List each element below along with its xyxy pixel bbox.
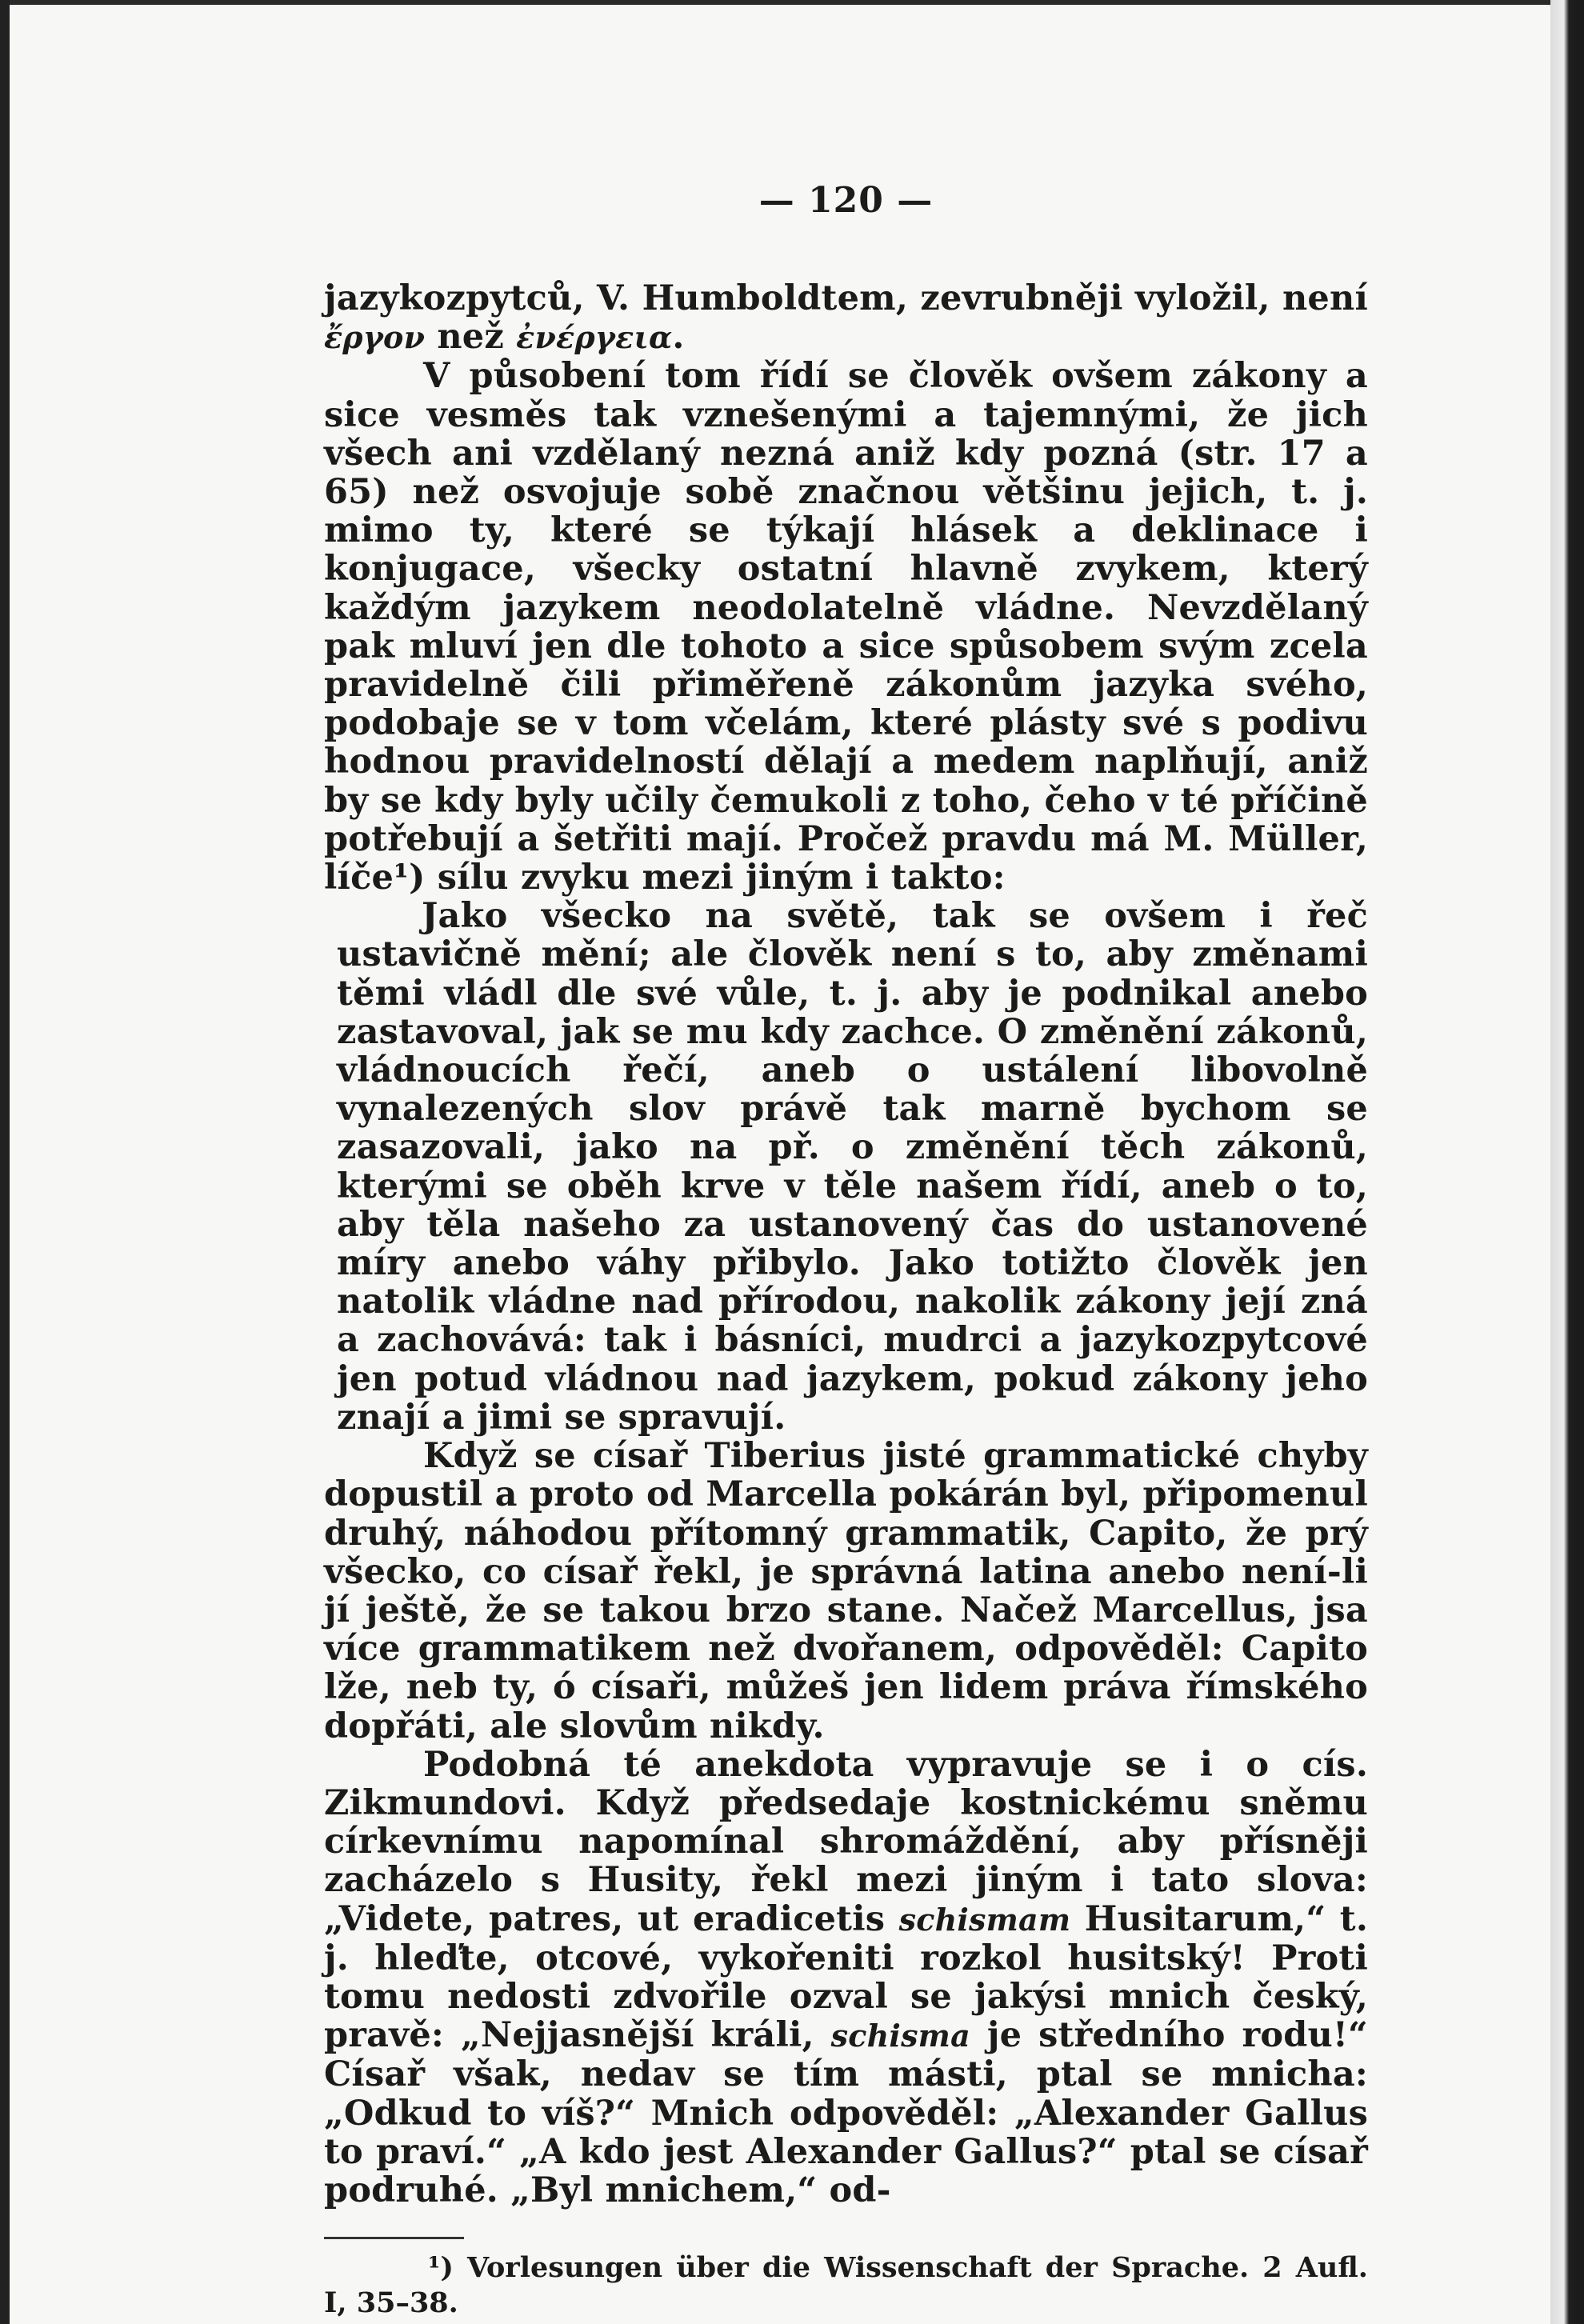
page-number: — 120 — — [758, 180, 934, 221]
footnote-text: ¹) Vorlesungen über die Wissenschaft der Sprache. 2 Aufl. I, 35–38. — [324, 2251, 1368, 2320]
paragraph-continuation: jazykozpytců, V. Humboldtem, zevrubněji vyložil, není ἔργον než ἐνέργεια. — [324, 278, 1368, 358]
book-page — [324, 180, 1368, 2321]
footnote-divider — [324, 2237, 464, 2239]
quoted-passage: Jako všecko na světě, tak se ovšem i řeč ustavičně mění; ale člověk není s to, aby změnami těmi vládl dle své vůle, t. j. aby je podnikal anebo zastavoval, jak se mu kdy zachce. O změnění zákonů, vládnoucích řečí, aneb o ustálení libovolně vynalezených slov právě tak marně bychom se zasazovali, jako na př. o změnění těch zákonů, kterými se oběh krve v těle našem řídí, aneb o to, aby těla našeho za ustanovený čas do ustanovené míry anebo váhy přibylo. Jako totižto člověk jen natolik vládne nad přírodou, nakolik zákony její zná a zachovává: tak i básníci, mudrci a jazykozpytcové jen potud vládnou nad jazykem, pokud zákony jeho znají a jimi se spravují. — [337, 896, 1368, 1438]
greek-word-energeia: ἐνέργεια — [516, 319, 673, 356]
paragraph: Když se císař Tiberius jisté grammatické chyby dopustil a proto od Marcella pokárán byl, připomenul druhý, náhodou přítomný grammatik, Capito, že prý všecko, co císař řekl, je správná latina anebo není-li jí ještě, že se takou brzo stane. Načež Marcellus, jsa více grammatikem než dvořanem, odpověděl: Capito lže, neb ty, ó císaři, můžeš jen lidem práva římského dopřáti, ale slovům nikdy. — [324, 1436, 1368, 1746]
paragraph: Podobná té anekdota vypravuje se i o cís. Zikmundovi. Když předsedaje kostnickému sněmu církevnímu napomínal shromáždění, aby přísněji zacházelo s Husity, řekl mezi jiným i tato slova: „Videte, patres, ut eradicetis schismam Husitarum,“ t. j. hleďte, otcové, vykořeniti rozkol husitský! Proti tomu nedosti zdvořile ozval se jakýsi mnich český, pravě: „Nejjasnější králi, schisma je středního rodu!“ Císař však, nedav se tím másti, ptal se mnicha: „Odkud to víš?“ Mnich odpověděl: „Alexander Gallus to praví.“ „A kdo jest Alexander Gallus?“ ptal se císař podruhé. „Byl mnichem,“ od- — [324, 1744, 1368, 2210]
italic-word-schismam: schismam — [898, 1901, 1071, 1938]
greek-word-ergon: ἔργον — [324, 319, 426, 356]
body-text — [324, 279, 1368, 2210]
scan-right-edge — [1550, 0, 1584, 2324]
footnote — [324, 2250, 1368, 2321]
italic-word-schisma: schisma — [830, 2018, 970, 2054]
scan-left-edge — [0, 0, 10, 2324]
scan-top-edge — [0, 0, 1550, 5]
paragraph: V působení tom řídí se člověk ovšem zákony a sice vesměs tak vznešenými a tajemnými, že jich všech ani vzdělaný nezná aniž kdy pozná (str. 17 a 65) než osvojuje sobě značnou většinu jejich, t. j. mimo ty, které se týkají hlásek a deklinace i konjugace, všecky ostatní hlavně zvykem, který každým jazykem neodolatelně vládne. Nevzdělaný pak mluví jen dle tohoto a sice spůsobem svým zcela pravidelně čili přiměřeně zákonům jazyka svého, podobaje se v tom včelám, které plásty své s podivu hodnou pravidelností dělají a medem naplňují, aniž by se kdy byly učily čemukoli z toho, čeho v té příčině potřebují a šetřiti mají. Pročež pravdu má M. Müller, líče¹) sílu zvyku mezi jiným i takto: — [324, 356, 1368, 898]
